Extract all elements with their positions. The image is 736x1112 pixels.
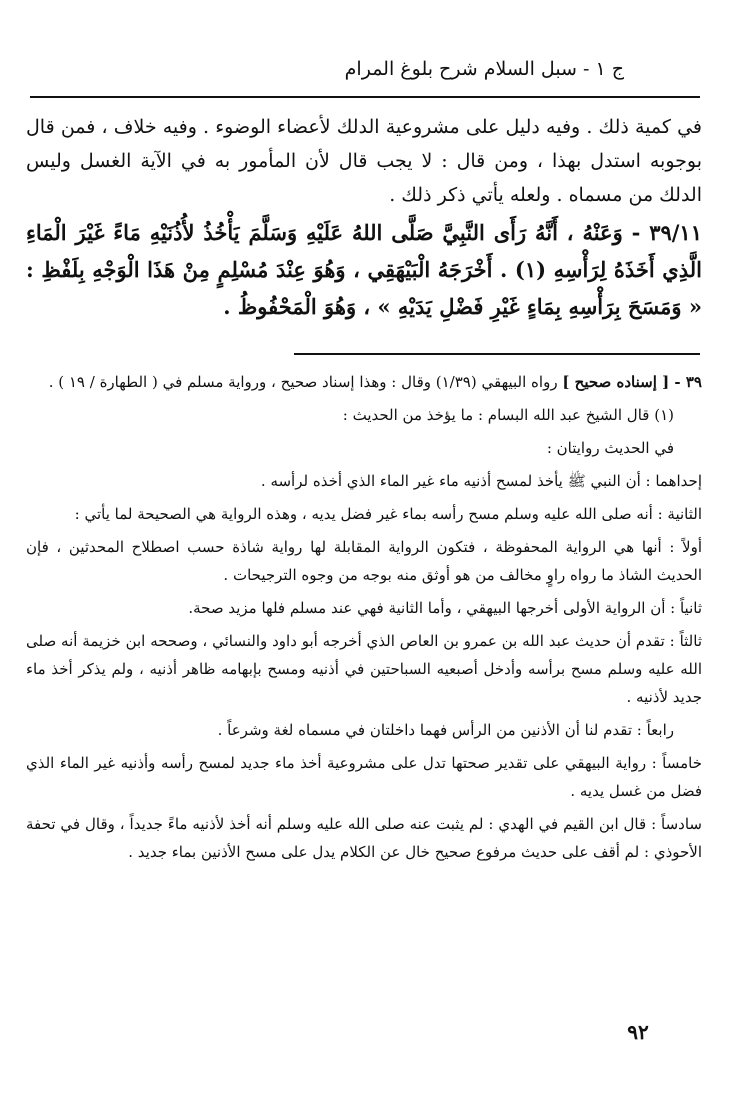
note-line: أولاً : أنها هي الرواية المحفوظة ، فتكون الرواية المقابلة لها رواية شاذة حسب اصطلاح المحدثين ، فإن الحديث الشاذ ما رواه راوٍ مخالف من هو أوثق منه بوجه من وجوه الترجيحات . (26, 538, 702, 584)
header-rule (30, 96, 700, 98)
running-header: ج ١ - سبل السلام شرح بلوغ المرام (344, 58, 624, 80)
grading-lead: ٣٩ - [ إسناده صحيح ] (562, 373, 702, 391)
note-line: سادساً : قال ابن القيم في الهدي : لم يثبت عنه صلى الله عليه وسلم أنه أخذ لأذنيه ماءً جديداً ، وقال في تحفة الأحوذي : لم أقف على حديث مرفوع صحيح خال عن الكلام يدل على مسح الأذنين بماء جديد . (26, 815, 702, 861)
footnotes (26, 368, 702, 871)
grading-rest: رواه البيهقي (١/٣٩) وقال : وهذا إسناد صحيح ، ورواية مسلم في ( الطهارة / ١٩ ) . (48, 373, 558, 391)
commentary-paragraph: في كمية ذلك . وفيه دليل على مشروعية الدلك لأعضاء الوضوء . وفيه خلاف ، فمن قال بوجوبه استدل بهذا ، ومن قال : لا يجب قال لأن المأمور به في الآية الغسل وليس الدلك من مسماه . ولعله يأتي ذكر ذلك . (26, 116, 702, 206)
note-line: في الحديث روايتان : (546, 439, 674, 457)
footnote-rule (294, 353, 700, 355)
note-line: ثانياً : أن الرواية الأولى أخرجها البيهقي ، وأما الثانية فهي عند مسلم فلها مزيد صحة. (188, 599, 702, 617)
main-text (26, 110, 702, 327)
note-line: خامساً : رواية البيهقي على تقدير صحتها تدل على مشروعية أخذ ماء جديد لمسح رأسه وأذنيه غير الماء الذي فضل من غسل يديه . (26, 754, 702, 800)
hadith-text: ٣٩/١١ - وَعَنْهُ ، أَنَّهُ رَأَى النَّبِيَّ صَلَّى اللهُ عَلَيْهِ وَسَلَّمَ يَأْخُذُ لأُذُنَيْهِ مَاءً غَيْرَ الْمَاءِ الَّذِي أَخَذَهُ لِرَأْسِهِ (١) . أَخْرَجَهُ الْبَيْهَقِي ، وَهُوَ عِنْدَ مُسْلِمٍ مِنْ هَذَا الْوَجْهِ بِلَفْظِ : « وَمَسَحَ بِرَأْسِهِ بِمَاءٍ غَيْرِ فَضْلِ يَدَيْهِ » ، وَهُوَ الْمَحْفُوظُ . (26, 220, 702, 319)
grading-note (26, 368, 702, 396)
note-line: (١) قال الشيخ عبد الله البسام : ما يؤخذ من الحديث : (342, 406, 674, 424)
note-line: ثالثاً : تقدم أن حديث عبد الله بن عمرو بن العاص الذي أخرجه أبو داود والنسائي ، وصححه ابن خزيمة أنه صلى الله عليه وسلم مسح برأسه وأدخل أصبعيه السباحتين في أذنيه ومسح بإبهامه ظاهر أذنيه ، ولم يذكر أخذ ماء جديد لأذنيه . (26, 632, 702, 706)
note-line: الثانية : أنه صلى الله عليه وسلم مسح رأسه بماء غير فضل يديه ، وهذه الرواية هي الصحيحة لما يأتي : (74, 505, 702, 523)
note-line: إحداهما : أن النبي ﷺ يأخذ لمسح أذنيه ماء غير الماء الذي أخذه لرأسه . (260, 472, 702, 490)
page-number: ٩٢ (627, 1020, 649, 1044)
note-line: رابعاً : تقدم لنا أن الأذنين من الرأس فهما داخلتان في مسماه لغة وشرعاً . (217, 721, 674, 739)
